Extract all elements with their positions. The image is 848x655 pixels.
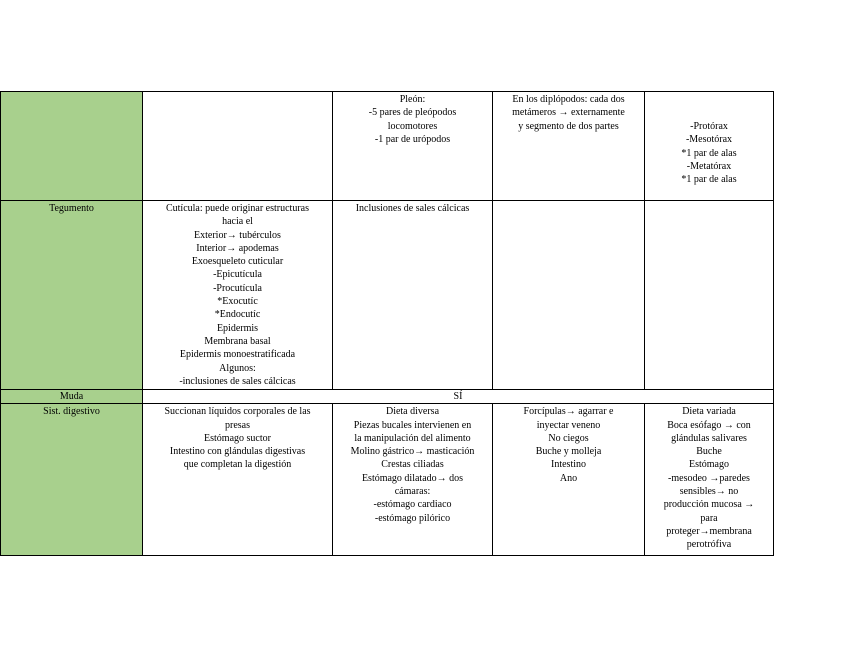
table-cell xyxy=(333,201,493,390)
cell-text: Estómago suctor xyxy=(204,432,271,444)
table-cell xyxy=(645,404,774,556)
cell-text: *Exocutíc xyxy=(217,296,258,308)
cell-text: Crestas ciliadas xyxy=(381,459,444,471)
cell-text: para xyxy=(700,512,718,524)
cell-text: -Metatórax xyxy=(686,160,732,172)
cell-text: Inclusiones de sales cálcicas xyxy=(355,203,470,214)
cell-text: *1 par de alas xyxy=(681,147,737,159)
table-cell xyxy=(333,404,493,556)
cell-text: -Procutícula xyxy=(213,282,262,294)
cell-text: *Endocutíc xyxy=(214,309,261,321)
cell-text: Dieta variada xyxy=(682,406,736,418)
cell-text: Intestino xyxy=(551,459,586,471)
cell-text: Pleón: xyxy=(399,94,426,105)
table-row xyxy=(1,390,774,404)
cell-text: proteger→membrana xyxy=(666,525,752,537)
cell-text: Estómago xyxy=(689,459,729,471)
cell-text: *1 par de alas xyxy=(681,174,737,186)
row-label xyxy=(1,92,143,201)
cell-text: Membrana basal xyxy=(204,335,271,347)
cell-text: -Protórax xyxy=(690,121,728,132)
cell-text: -estómago pilórico xyxy=(374,512,451,524)
cell-text: Molino gástrico→ masticación xyxy=(350,446,475,458)
cell-text: Interior→ apodemas xyxy=(196,242,279,254)
row-label: Sist. digestivo xyxy=(1,404,143,556)
cell-text: Cutícula: puede originar estructuras xyxy=(165,203,309,214)
merged-cell: SÍ xyxy=(143,390,774,404)
table-cell xyxy=(493,201,645,390)
cell-text: En los diplópodos: cada dos xyxy=(512,94,625,105)
cell-text: Epidermis monoestratificada xyxy=(179,349,296,361)
table-cell xyxy=(645,92,774,201)
cell-text: -1 par de urópodos xyxy=(374,133,451,145)
cell-text: Algunos: xyxy=(219,362,256,374)
cell-text: la manipulación del alimento xyxy=(354,432,471,444)
cell-text: sensibles→ no xyxy=(679,486,739,498)
table-cell xyxy=(645,201,774,390)
cell-text: presas xyxy=(225,419,250,431)
cell-text: y segmento de dos partes xyxy=(518,120,619,132)
cell-text: perotrófiva xyxy=(686,539,732,551)
cell-text: Forcípulas→ agarrar e xyxy=(523,406,614,418)
cell-text: que completan la digestión xyxy=(183,459,292,471)
table-row xyxy=(1,404,774,556)
table-cell xyxy=(143,404,333,556)
cell-text: locomotores xyxy=(387,120,438,132)
table-row xyxy=(1,92,774,201)
cell-text: Ano xyxy=(559,472,578,484)
cell-text: metámeros → externamente xyxy=(512,107,625,119)
comparison-table xyxy=(0,91,774,556)
cell-text: producción mucosa → xyxy=(663,499,755,511)
cell-text: -Mesotórax xyxy=(685,134,733,146)
cell-text: Boca esófago → con xyxy=(667,419,751,431)
cell-text: No ciegos xyxy=(548,432,589,444)
cell-text: -Epicutícula xyxy=(213,269,262,281)
cell-text: Succionan líquidos corporales de las xyxy=(164,406,311,418)
cell-text: -5 pares de pleópodos xyxy=(368,107,457,119)
cell-text: Intestino con glándulas digestivas xyxy=(169,446,306,458)
cell-text: glándulas salivares xyxy=(671,432,747,444)
cell-text: Epidermis xyxy=(216,322,259,334)
cell-text: -inclusiones de sales cálcicas xyxy=(179,375,296,387)
cell-text: Dieta diversa xyxy=(385,406,440,418)
cell-text: Buche xyxy=(696,446,722,458)
table-cell xyxy=(143,92,333,201)
cell-text: cámaras: xyxy=(394,486,431,498)
cell-text: inyectar veneno xyxy=(536,419,601,431)
cell-text: Exoesqueleto cuticular xyxy=(191,256,284,268)
table-cell xyxy=(493,92,645,201)
cell-text: -mesodeo →paredes xyxy=(668,472,750,484)
cell-text: Estómago dilatado→ dos xyxy=(361,472,464,484)
cell-text: Exterior→ tubérculos xyxy=(194,229,281,241)
cell-spacer xyxy=(649,93,769,120)
cell-text: Buche y molleja xyxy=(535,446,602,458)
table-cell xyxy=(333,92,493,201)
row-label: Muda xyxy=(1,390,143,404)
table-row xyxy=(1,201,774,390)
table-cell xyxy=(143,201,333,390)
cell-text: Piezas bucales intervienen en xyxy=(353,419,472,431)
cell-text: -estómago cardiaco xyxy=(373,499,452,511)
table-cell xyxy=(493,404,645,556)
cell-text: hacia el xyxy=(222,216,253,228)
row-label: Tegumento xyxy=(1,201,143,390)
